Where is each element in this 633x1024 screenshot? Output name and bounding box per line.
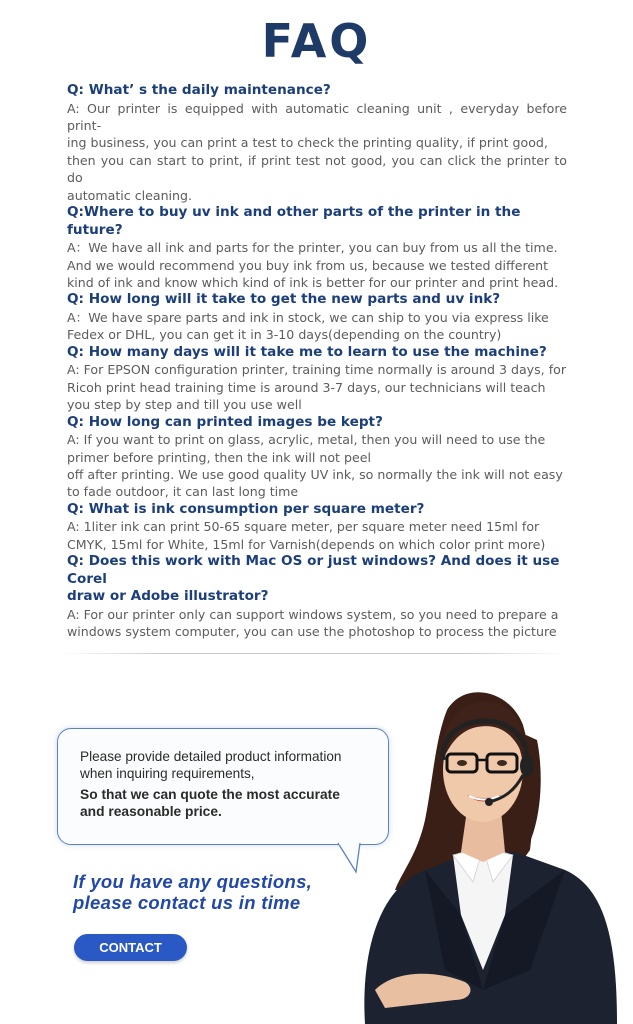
- faq-item: [67, 344, 567, 414]
- faq-list: [67, 82, 567, 641]
- faq-item: [67, 414, 567, 501]
- contact-prompt: If you have any questions, please contact us in time: [73, 871, 313, 913]
- faq-question: Q: Does this work with Mac OS or just windows? And does it use Corel draw or Adobe illustrator?: [67, 553, 560, 605]
- faq-answer: A：We have all ink and parts for the printer, you can buy from us all the time. And we would recommend you buy ink from us, because we tested different kind of ink and know which kind of ink is better for our printer and print head.: [67, 240, 559, 291]
- speech-bubble: [57, 728, 389, 845]
- bubble-emphasis: So that we can quote the most accurate and reasonable price.: [80, 787, 340, 819]
- faq-answer: A: For EPSON configuration printer, training time normally is around 3 days, for Ricoh print head training time is around 3-7 days, our technicians will teach you step by step and till you use well: [67, 362, 567, 413]
- faq-item: [67, 82, 567, 204]
- faq-question: Q: How many days will it take me to learn to use the machine?: [67, 343, 547, 360]
- faq-question: Q: How long will it take to get the new parts and uv ink?: [67, 291, 501, 308]
- faq-item: [67, 553, 567, 641]
- bubble-message: Please provide detailed product information when inquiring requirements,: [80, 749, 342, 781]
- faq-question: Q: What’ s the daily maintenance?: [67, 82, 331, 98]
- faq-item: [67, 204, 567, 291]
- page-title: FAQ: [261, 14, 372, 68]
- faq-question: Q: How long can printed images be kept?: [67, 413, 383, 430]
- faq-answer: A: Our printer is equipped with automatic cleaning unit , everyday before print- ing business, you can print a test to check the printing quality, if print good, then you can start to print, if print test not good, you can click the printer to do automatic cleaning.: [67, 100, 567, 203]
- faq-answer: A: If you want to print on glass, acrylic, metal, then you will need to use the primer before printing, then the ink will not peel off after printing. We use good quality UV ink, so normally the ink will not easy to fade outdoor, it can last long time: [67, 432, 563, 500]
- customer-service-agent-image: [355, 670, 633, 1024]
- faq-answer: A: For our printer only can support windows system, so you need to prepare a windows system computer, you can use the photoshop to process the picture: [67, 607, 559, 640]
- section-divider: [62, 653, 565, 654]
- faq-question: Q:Where to buy uv ink and other parts of the printer in the future?: [67, 204, 521, 238]
- faq-answer: A: 1liter ink can print 50-65 square meter, per square meter need 15ml for CMYK, 15ml for White, 15ml for Varnish(depends on which color print more): [67, 519, 546, 552]
- faq-item: [67, 291, 567, 343]
- faq-item: [67, 501, 567, 553]
- contact-button[interactable]: CONTACT: [74, 934, 187, 961]
- faq-answer: A：We have spare parts and ink in stock, we can ship to you via express like Fedex or DHL, you can get it in 3-10 days(depending on the country): [67, 310, 549, 343]
- faq-question: Q: What is ink consumption per square meter?: [67, 500, 425, 517]
